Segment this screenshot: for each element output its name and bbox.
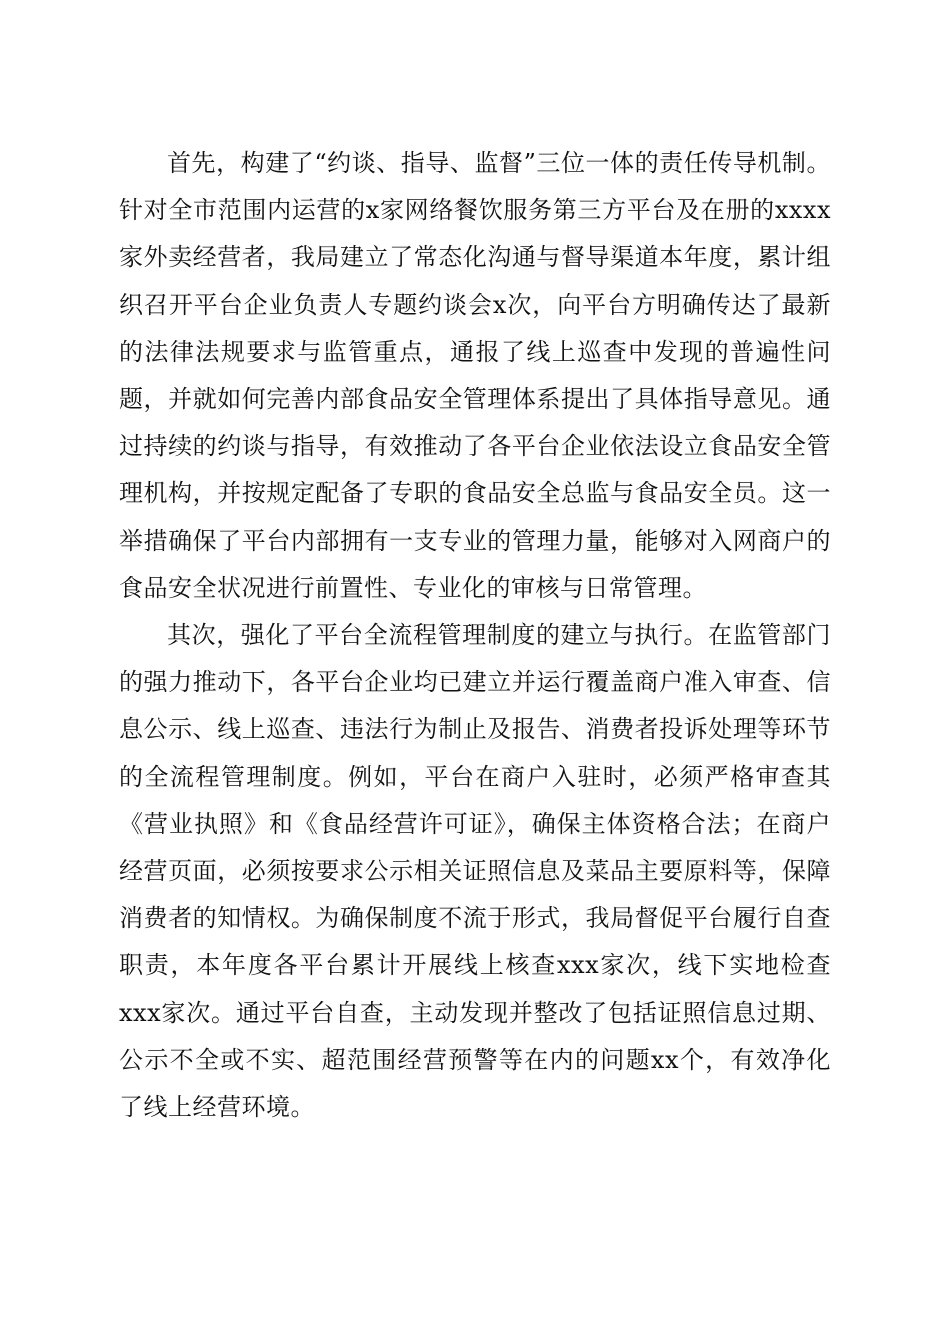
paragraph-1: 首先，构建了“约谈、指导、监督”三位一体的责任传导机制。针对全市范围内运营的x家网络餐饮服务第三方平台及在册的xxxx家外卖经营者，我局建立了常态化沟通与督导渠道本年度，累计组织召开平台企业负责人专题约谈会x次，向平台方明确传达了最新的法律法规要求与监管重点，通报了线上巡查中发现的普遍性问题，并就如何完善内部食品安全管理体系提出了具体指导意见。通过持续的约谈与指导，有效推动了各平台企业依法设立食品安全管理机构，并按规定配备了专职的食品安全总监与食品安全员。这一举措确保了平台内部拥有一支专业的管理力量，能够对入网商户的食品安全状况进行前置性、专业化的审核与日常管理。 (119, 149, 831, 602)
document-body (119, 140, 831, 1131)
paragraph-2: 其次，强化了平台全流程管理制度的建立与执行。在监管部门的强力推动下，各平台企业均已建立并运行覆盖商户准入审查、信息公示、线上巡查、违法行为制止及报告、消费者投诉处理等环节的全流程管理制度。例如，平台在商户入驻时，必须严格审查其《营业执照》和《食品经营许可证》，确保主体资格合法；在商户经营页面，必须按要求公示相关证照信息及菜品主要原料等，保障消费者的知情权。为确保制度不流于形式，我局督促平台履行自查职责，本年度各平台累计开展线上核查xxx家次，线下实地检查xxx家次。通过平台自查，主动发现并整改了包括证照信息过期、公示不全或不实、超范围经营预警等在内的问题xx个，有效净化了线上经营环境。 (119, 621, 831, 1122)
